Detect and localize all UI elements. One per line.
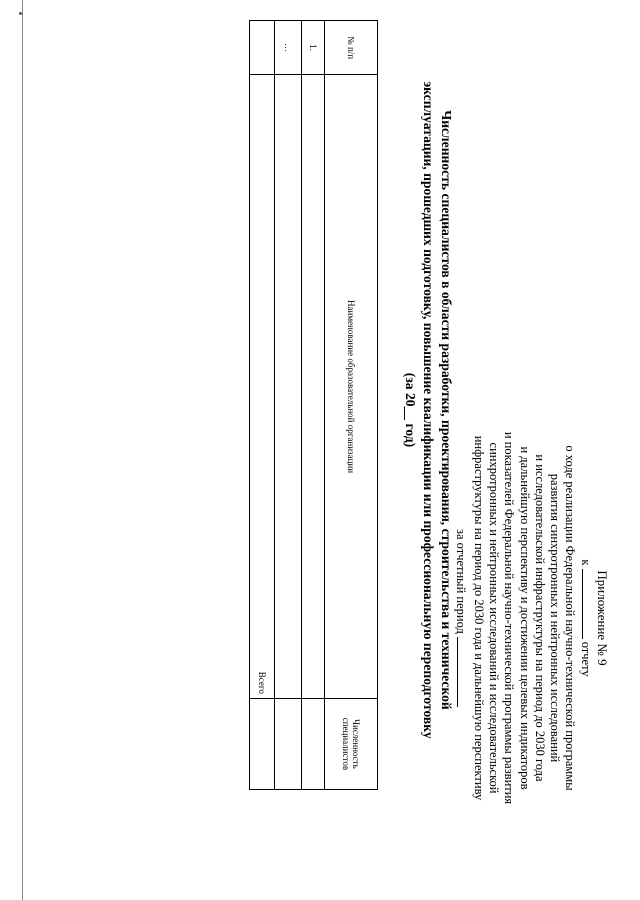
appendix-line: развития синхротронных и нейтронных исследований bbox=[548, 473, 563, 763]
header-num: № п/п bbox=[325, 21, 378, 75]
appendix-line: и исследовательской инфраструктуры на период до 2030 года bbox=[532, 454, 547, 782]
table-total-row bbox=[250, 21, 275, 790]
appendix-title: Приложение № 9 bbox=[595, 570, 610, 666]
to-report-line bbox=[577, 378, 594, 858]
org-cell bbox=[275, 75, 302, 699]
org-cell bbox=[302, 75, 325, 699]
header-count: Численность специалистов bbox=[325, 698, 378, 789]
heading-line-3: (за 20__ год) bbox=[403, 372, 418, 448]
appendix-line: синхротронных и нейтронных исследований и исследовательской bbox=[486, 442, 501, 794]
to-report-prefix: к bbox=[578, 559, 593, 566]
header-org: Наименование образовательной организации bbox=[325, 75, 378, 699]
table-row bbox=[302, 21, 325, 790]
specialists-table bbox=[249, 20, 378, 790]
appendix-line: о ходе реализации Федеральной научно-технической программы bbox=[563, 445, 578, 791]
table-row bbox=[275, 21, 302, 790]
report-blank bbox=[582, 569, 595, 639]
period-label: за отчетный период bbox=[454, 529, 469, 634]
appendix-line: инфраструктуры на период до 2030 года и дальнейшую перспективу bbox=[471, 435, 486, 801]
appendix-line: и дальнейшую перспективу и достижении целевых индикаторов bbox=[517, 446, 532, 790]
period-blank bbox=[457, 637, 470, 707]
count-cell bbox=[275, 698, 302, 789]
total-num-cell bbox=[250, 21, 275, 75]
row-num: 1. bbox=[302, 21, 325, 75]
total-count-cell bbox=[250, 698, 275, 789]
period-line bbox=[453, 378, 470, 858]
scan-fold-line bbox=[22, 0, 23, 900]
scan-speck bbox=[19, 12, 22, 15]
heading-line-2: эксплуатации, прошедших подготовку, повышение квалификации или профессиональную переподготовку bbox=[421, 81, 436, 739]
document-heading bbox=[401, 10, 455, 810]
rotated-content bbox=[50, 10, 610, 870]
appendix-line: и показателей Федеральной научно-технической программы развития bbox=[502, 431, 517, 805]
total-label: Всего bbox=[250, 75, 275, 699]
count-cell bbox=[302, 698, 325, 789]
heading-line-1: Численность специалистов в области разработки, проектирования, строительства и технической bbox=[439, 110, 454, 710]
table-header-row bbox=[325, 21, 378, 790]
to-report-word: отчету bbox=[578, 641, 593, 677]
row-num: … bbox=[275, 21, 302, 75]
appendix-block bbox=[453, 378, 610, 858]
